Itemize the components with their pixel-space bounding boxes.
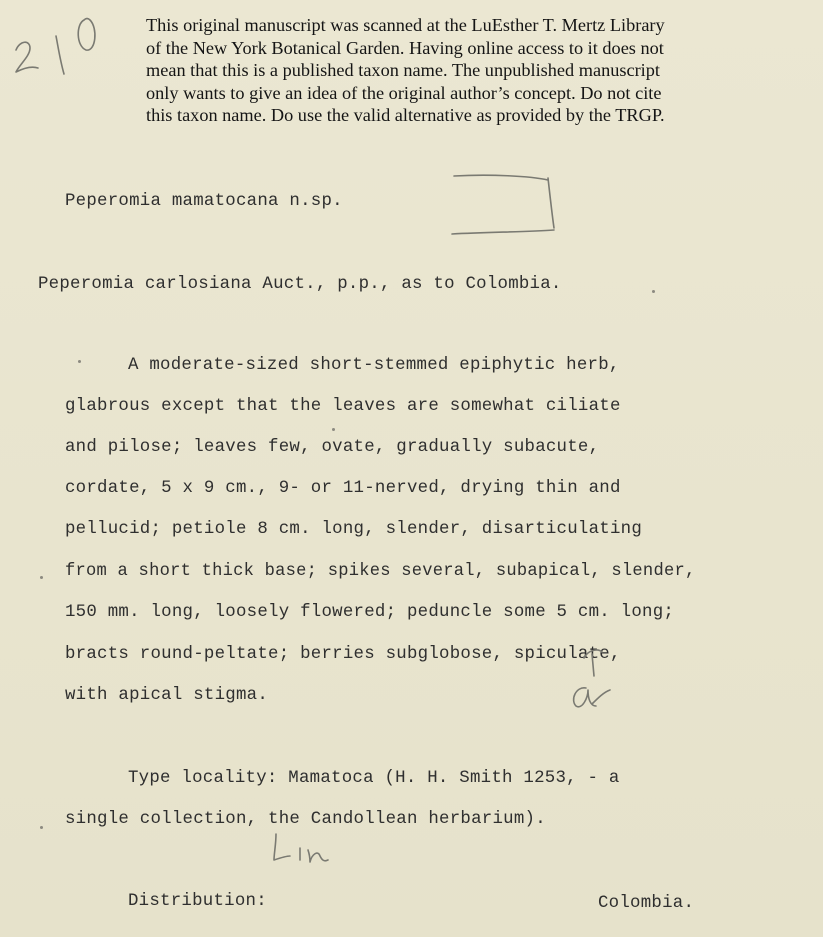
library-notice <box>146 14 796 127</box>
notice-line: only wants to give an idea of the original author’s concept. Do not cite <box>146 82 662 103</box>
paper-speck <box>332 428 335 431</box>
description-line: 150 mm. long, loosely flowered; peduncle some 5 cm. long; <box>65 603 675 622</box>
paper-speck <box>78 360 81 363</box>
paper-speck <box>40 576 43 579</box>
type-locality-line: Type locality: Mamatoca (H. H. Smith 1253, - a <box>128 769 620 788</box>
description-line: cordate, 5 x 9 cm., 9- or 11-nerved, drying thin and <box>65 479 621 498</box>
handwritten-lin-annotation <box>266 826 336 870</box>
description-line: pellucid; petiole 8 cm. long, slender, disarticulating <box>65 520 643 539</box>
notice-line: This original manuscript was scanned at the LuEsther T. Mertz Library <box>146 15 665 35</box>
description-line: A moderate-sized short-stemmed epiphytic herb, <box>128 356 620 375</box>
paper-speck <box>40 826 43 829</box>
notice-line: of the New York Botanical Garden. Having online access to it does not <box>146 37 664 58</box>
handwritten-page-number <box>6 6 106 96</box>
notice-line: this taxon name. Do use the valid alternative as provided by the TRGP. <box>146 105 665 126</box>
pencil-bracket-mark <box>450 170 570 240</box>
handwritten-a-annotation <box>566 676 616 716</box>
type-locality-line: single collection, the Candollean herbarium). <box>65 810 546 829</box>
description-line: bracts round-peltate; berries subglobose, spiculate, <box>65 645 621 664</box>
synonym-line: Peperomia carlosiana Auct., p.p., as to Colombia. <box>38 275 562 294</box>
notice-line: mean that this is a published taxon name. The unpublished manuscript <box>146 60 660 81</box>
paper-speck <box>652 290 655 293</box>
distribution-value: Colombia. <box>598 894 695 913</box>
description-line: glabrous except that the leaves are somewhat ciliate <box>65 397 621 416</box>
description-line: from a short thick base; spikes several, subapical, slender, <box>65 562 696 581</box>
description-line: and pilose; leaves few, ovate, gradually subacute, <box>65 438 600 457</box>
description-line: with apical stigma. <box>65 686 269 705</box>
species-title: Peperomia mamatocana n.sp. <box>65 192 343 211</box>
distribution-label: Distribution: <box>128 892 267 911</box>
